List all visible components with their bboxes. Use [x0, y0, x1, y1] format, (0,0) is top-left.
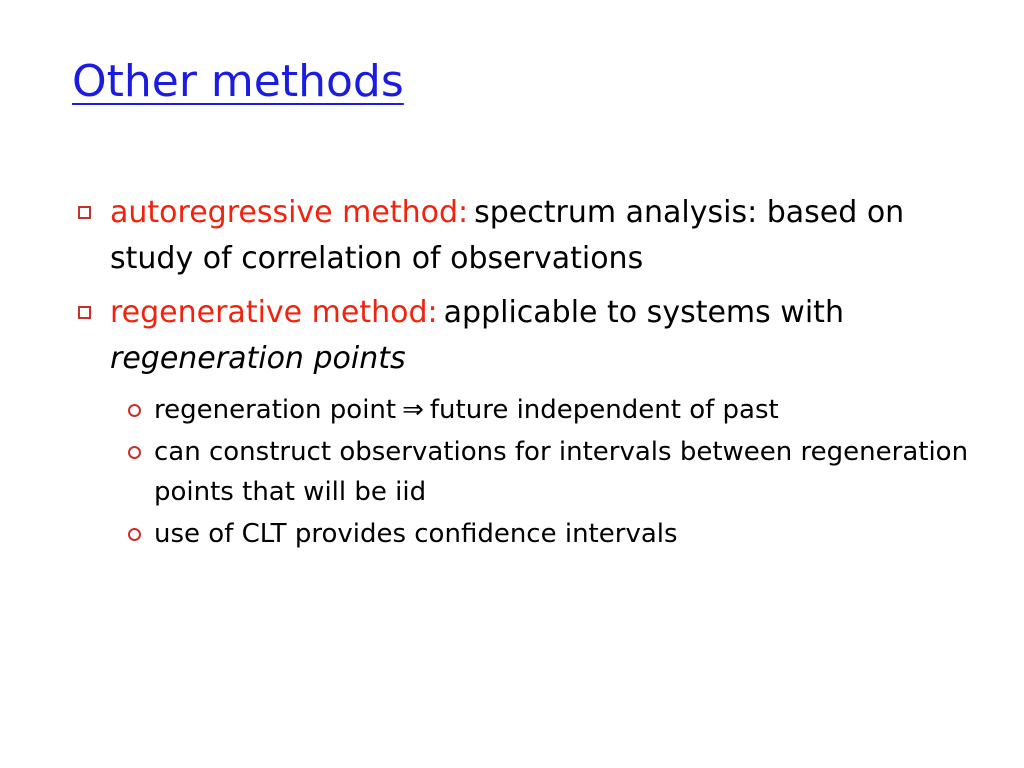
sub-bullet-text: future independent of past [429, 395, 779, 425]
sub-bullet-text: use of CLT provides confidence intervals [154, 519, 678, 549]
sub-bullet-text: regeneration point [154, 395, 397, 425]
slide-body [78, 190, 978, 556]
bullet-text: spectrum analysis: based on study of correlation of observations [110, 195, 905, 276]
sub-bullet-regeneration-point [128, 390, 978, 430]
hollow-square-bullet-icon [78, 306, 91, 319]
implies-arrow-icon: ⇒ [402, 395, 424, 425]
bullet-italic-term: regeneration points [110, 341, 406, 376]
bullet-regenerative [78, 290, 978, 382]
slide-title: Other methods [72, 56, 404, 107]
bullet-text: applicable to systems with [443, 295, 844, 330]
bullet-lead-term: regenerative method: [110, 295, 438, 330]
sub-bullet-construct-observations [128, 432, 978, 512]
bullet-lead-term: autoregressive method: [110, 195, 469, 230]
sub-bullet-text: can construct observations for intervals between regeneration points that will be iid [154, 437, 969, 507]
hollow-square-bullet-icon [78, 206, 91, 219]
hollow-circle-bullet-icon [128, 446, 141, 459]
sub-bullet-clt [128, 514, 978, 554]
hollow-circle-bullet-icon [128, 404, 141, 417]
hollow-circle-bullet-icon [128, 528, 141, 541]
bullet-autoregressive [78, 190, 978, 282]
